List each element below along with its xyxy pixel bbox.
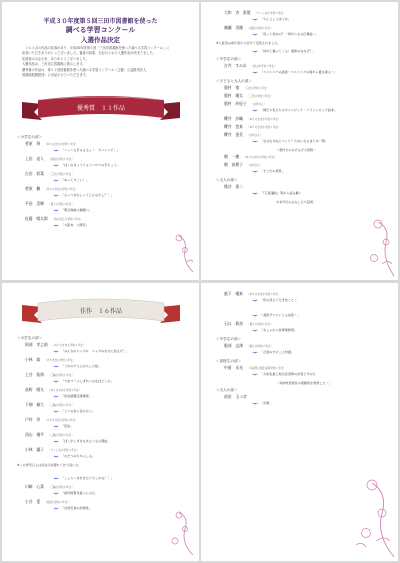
section-heading: ＜小学生の部＞ — [17, 135, 43, 139]
bird-icon — [252, 71, 258, 74]
entrant-grade: （ゆりのき台小学校１年生） — [246, 126, 281, 129]
entrant-name — [224, 154, 277, 160]
entrant-grade: （お母さん） — [250, 103, 267, 106]
entrant-grade: （三田小学校２年生） — [47, 173, 74, 176]
entrant-grade: （けやき台小学校１年生） — [44, 359, 76, 362]
bird-icon — [252, 50, 258, 53]
entrant-name-text: 小林 楽 — [25, 357, 41, 362]
header-line-2: 調べる学習コンクール — [65, 26, 136, 34]
work-title-text: 「明石海峡大橋調べ」 — [61, 208, 92, 212]
bird-icon — [53, 224, 59, 227]
entrant-name-text: 奥村 颯太 — [224, 93, 243, 98]
entrant-name-text: 佐藤 晴太郎 — [25, 216, 48, 221]
page-bottom-left — [2, 283, 199, 561]
work-title-text: 〜美術ずつというる決着〜」 — [260, 313, 301, 317]
entrant-name-text: 西山 颯平 — [25, 432, 44, 437]
bird-icon — [252, 351, 258, 354]
entrant-name-text: 櫻井 沙織 — [224, 116, 243, 121]
work-title-text: 「大阪弁 大研究」 — [61, 223, 89, 227]
entrant-name-text: 櫻井 恵美 — [224, 132, 243, 137]
entrant-name-text: 庭下 颯真 — [224, 291, 243, 296]
list-item — [216, 184, 316, 199]
list-item — [216, 124, 316, 132]
list-item — [216, 101, 338, 116]
entrant-grade: （ゆりのき台小学校６年生） — [246, 293, 281, 296]
header-line-1: 平成３０年度第５回三田市図書館を使った — [43, 18, 158, 25]
entrant-name-text: 上田 直人 — [25, 156, 44, 161]
note: 〜豊祥夫のなぞなぞ大冒険〜 — [276, 148, 317, 152]
entrant-grade: （つくし台小学校５年生） — [254, 12, 286, 15]
section-heading: ＜中学生の部＞ — [216, 337, 242, 341]
list-item — [17, 216, 89, 231]
section-heading: ＜中学生の部＞ — [216, 57, 242, 61]
bird-icon — [53, 395, 59, 398]
list-item — [216, 162, 316, 177]
work-title-text: 「ちんじょうほうめ」 — [260, 17, 291, 21]
continued-list — [216, 291, 332, 409]
bird-icon — [53, 164, 59, 167]
entrant-grade: （長坂小学校６年生） — [246, 27, 273, 30]
work-title-text: 「昆虫図鑑宝庫調査」 — [61, 394, 92, 398]
bird-icon — [53, 507, 59, 510]
work-title — [252, 16, 291, 21]
work-title-text: 「音って何なの？〜骨からなる伝導話〜」 — [260, 32, 319, 36]
entrant-grade: （狭山中学校３年生） — [250, 65, 277, 68]
ribbon-good-label: 佳作 １６作品 — [79, 308, 122, 315]
entrant-grade: （兵庫県立相生高等学校１年生） — [246, 367, 286, 370]
work-title — [53, 162, 120, 167]
entrant-name-text: 小谷 愛 — [25, 499, 41, 504]
ribbon-excellent-label: 優秀賞 １１作品 — [76, 105, 125, 112]
entrant-name-text: 櫻井 悠真 — [224, 124, 243, 129]
work-title — [252, 297, 297, 302]
work-title — [53, 177, 89, 182]
entrant-grade: （三田小学校１年生） — [243, 87, 270, 90]
work-title-text: 「みんなのシンボル ニャタのなぜに迫るぞ！」 — [61, 349, 129, 353]
entrant-grade: （三輪小学校６年生） — [47, 486, 74, 489]
work-title — [53, 393, 92, 398]
list-item — [216, 321, 332, 336]
list-item — [216, 365, 332, 380]
entrant-grade: （長坂小学校６年生） — [44, 501, 71, 504]
bird-icon — [53, 365, 59, 368]
work-title-text: 「なぜなぜなにつくり？ためになるまとめ一冊」 — [260, 139, 328, 143]
entrant-name-text: 廣瀬 美穂 — [224, 25, 243, 30]
list-item — [17, 417, 81, 432]
list-item — [216, 25, 319, 40]
entrant-grade: （ゆりのき台小学校１年生） — [44, 143, 78, 146]
bird-icon — [53, 410, 59, 413]
work-title-text: 「そうだの発見」 — [260, 169, 285, 173]
work-title-text: 「ねってすごい！」 — [61, 178, 89, 182]
list-item — [17, 186, 114, 201]
bird-icon — [53, 425, 59, 428]
bird-icon — [53, 455, 59, 458]
entrant-grade: （お母さん） — [246, 134, 263, 137]
work-title — [252, 168, 285, 173]
work-title — [252, 400, 272, 405]
page-bottom-right — [201, 283, 398, 561]
entrant-grade: （三輪小学校４年生） — [47, 434, 74, 437]
work-title — [53, 505, 92, 510]
list-item — [17, 447, 96, 462]
bird-icon — [252, 192, 258, 195]
entrant-name-text: 小林 優子 — [25, 447, 44, 452]
entrant-name-text: 川崎 心菜 — [25, 484, 44, 489]
list-item — [216, 394, 332, 409]
work-title — [252, 48, 316, 53]
entrant-grade: （お母さん） — [246, 164, 263, 167]
work-title — [252, 107, 337, 112]
entrant-name — [224, 394, 251, 400]
elementary-list — [17, 335, 129, 514]
work-title — [252, 138, 328, 143]
work-title-text: 「うわのチリんおもしろ絵」 — [61, 364, 102, 368]
work-title-text: 「わたつのちからしる」 — [61, 454, 96, 458]
entrant-name-text: 上谷 拓翔 — [25, 372, 44, 377]
list-item — [216, 10, 316, 25]
work-title-text: 「色の見えて行き色ことこ — [260, 298, 298, 302]
work-title — [53, 438, 111, 443]
work-title — [252, 31, 319, 36]
entrant-name-text: 古田 彩菜 — [25, 171, 44, 176]
work-title-text: 「『広島藩誌』等から読み解く — [260, 191, 302, 195]
entrant-name-text: 阿部 幸之助 — [25, 342, 48, 347]
work-title-text: 「昆虫」 — [61, 424, 74, 428]
list-item — [216, 116, 316, 124]
work-title — [53, 192, 114, 197]
entrant-name-text: 平田 美輝 — [25, 201, 44, 206]
list-item — [17, 357, 102, 372]
work-title-text: 「ぐっぐるぎゅるるぅ〜 カメレンジ！」 — [61, 148, 120, 152]
list-item — [17, 372, 114, 387]
entrant-grade: （長坂小学校１年生） — [47, 158, 74, 161]
list-item — [216, 291, 332, 306]
entrant-name-text: 石口 莉奈 — [224, 321, 243, 326]
flower-ornament-icon — [336, 479, 396, 559]
work-title — [53, 408, 95, 413]
entrant-grade: （弥生が丘小学校４年生） — [51, 218, 83, 221]
section-heading: ＜小学生の部＞ — [17, 336, 43, 340]
note: 木本平位のはなしたち起源」 — [276, 200, 317, 204]
bird-icon — [53, 440, 59, 443]
entrant-grade: （富士小学校４年生） — [47, 203, 74, 206]
entrant-grade: （ゆりのき台小学校４年生） — [246, 118, 281, 121]
flower-ornament-icon — [161, 511, 195, 557]
work-title — [252, 312, 300, 317]
work-title — [53, 207, 92, 212]
bird-icon — [252, 299, 258, 302]
bird-icon — [252, 314, 258, 317]
entrant-name-text: 菅原 葵 — [25, 141, 41, 146]
entrant-name-text: 熊谷 恵二 — [224, 184, 243, 189]
elementary-list — [17, 134, 120, 231]
entrant-name — [25, 469, 29, 474]
work-title-text: 「玄関」 — [260, 401, 273, 405]
entrant-name — [224, 306, 228, 311]
work-title-text: 「初めて鶏ってくる！最新のななぞ？」 — [260, 49, 316, 53]
note: 〜具体物書歴者の視観察を教教した〜」 — [276, 381, 332, 385]
bird-icon — [53, 350, 59, 353]
work-title-text: 「ぼくがしぎきなあたくなる理由」 — [61, 439, 111, 443]
entrant-name-text: 前田 玉つぎ — [224, 394, 247, 399]
entrant-name-text: 朝 真理子 — [224, 162, 243, 167]
bird-icon — [252, 329, 258, 332]
entrant-grade: （ゆりのき台小学校３年生） — [44, 188, 78, 191]
section-heading: ＜大人の部＞ — [216, 388, 238, 392]
work-title-text: 「祖母遊覧先祖っにみた」 — [61, 491, 99, 495]
list-item — [216, 93, 316, 101]
work-title-text: 「ぼくのきょうりゅうコロナの手ちょう」 — [61, 163, 120, 167]
bird-icon — [53, 492, 59, 495]
work-title — [53, 453, 95, 458]
entrant-name — [224, 85, 269, 91]
list-item — [17, 171, 89, 186]
entrant-name-text: 大和 杏 彩葉 — [224, 10, 251, 15]
bird-icon — [53, 380, 59, 383]
work-title — [53, 423, 73, 428]
flower-ornament-icon — [165, 234, 195, 274]
work-title — [53, 363, 101, 368]
entrant-grade: （三輪小学校１年生） — [47, 374, 74, 377]
section-heading: ＜子どもと大人の部＞ — [216, 79, 252, 83]
entrant-grade: （三田小学校３年生） — [246, 95, 273, 98]
entrant-name-text: 奥村 竜 — [224, 85, 240, 90]
note: ※ノの男児以上は昆虫以前優れて計で追いた。 — [17, 463, 82, 467]
list-item — [17, 499, 92, 514]
list-item — [17, 432, 111, 447]
work-title — [53, 147, 120, 152]
work-title-text: 「ヒミの家に住みたい」 — [61, 409, 96, 413]
entrant-name — [224, 116, 281, 122]
list-item — [17, 387, 92, 402]
bird-icon — [53, 194, 59, 197]
list-item — [216, 85, 316, 93]
list-item — [17, 402, 96, 417]
bird-icon — [53, 149, 59, 152]
entrant-grade: （つくし台小学校５年生） — [47, 449, 80, 452]
entrant-name-text: 朝 一穂 — [224, 154, 240, 159]
list-item — [216, 343, 332, 358]
work-title — [252, 190, 302, 195]
work-title — [53, 348, 129, 353]
entrant-name-text: 戸村 昂 — [25, 417, 41, 422]
entrant-grade: （三輪小学校２年生） — [47, 404, 74, 407]
list-item — [17, 342, 129, 357]
continued-list — [216, 10, 338, 206]
entrant-grade: （富士小学校６年生） — [246, 323, 273, 326]
bird-icon — [252, 402, 258, 405]
list-item — [17, 141, 120, 156]
bird-icon — [252, 18, 258, 21]
entrant-name — [224, 124, 281, 130]
flower-ornament-icon — [352, 218, 396, 278]
bird-icon — [53, 477, 59, 480]
work-title-text: 「自然災害の危険性」 — [61, 506, 92, 510]
bird-icon — [252, 373, 258, 376]
work-title — [53, 378, 114, 383]
work-title-text: 「僕たち私たちのオリンピック・パラリンピック読本」 — [260, 108, 338, 112]
entrant-name-text: 菅原 楓 — [25, 186, 41, 191]
list-item — [17, 469, 114, 484]
note: ※入賞者は前年度から続けて受賞されました。 — [216, 41, 281, 45]
work-title-text: 「大和乱豪上地元武者界の武者とすのた — [260, 372, 316, 376]
work-title — [252, 327, 297, 332]
bird-icon — [252, 170, 258, 173]
list-item — [216, 306, 332, 321]
entrant-name-text: 中道 永光 — [224, 365, 243, 370]
ribbon-excellent — [20, 94, 182, 124]
entrant-name-text: 服部 志澤 — [224, 343, 243, 348]
entrant-grade: （ゆりのき台小学校１年生） — [51, 344, 86, 347]
list-item — [17, 156, 120, 171]
work-title — [53, 490, 98, 495]
list-item — [216, 47, 316, 56]
entrant-name — [224, 184, 247, 190]
section-heading: ＜大人の部＞ — [216, 178, 238, 182]
bird-icon — [252, 140, 258, 143]
entrant-grade: （ゆりのき台小学校３年生） — [243, 156, 277, 159]
bird-icon — [252, 109, 258, 112]
work-title — [53, 222, 89, 227]
bird-icon — [53, 179, 59, 182]
entrant-name-text: 奥村 紗紀子 — [224, 101, 247, 106]
work-title-text: 「合金のすそこ人材面」 — [260, 350, 295, 354]
entrant-name-text: 高野 陽太 — [25, 387, 44, 392]
entrant-grade: （ゆりのき台小学校２年生） — [47, 389, 82, 392]
page-top-right — [201, 2, 398, 280]
section-heading: ＜高校生の部＞ — [216, 359, 242, 363]
entrant-name-text: 下畑 雄大 — [25, 402, 44, 407]
list-item — [17, 201, 92, 216]
work-title-text: 「ひっつきむしってどんなむし？！」 — [61, 193, 114, 197]
bird-icon — [53, 209, 59, 212]
work-title-text: 「おしゃれ人材事業教規」 — [260, 328, 298, 332]
entrant-grade: （すずかけ台小学校３年生） — [44, 419, 78, 422]
list-item — [17, 484, 99, 499]
page-top-left — [2, 2, 199, 280]
work-title — [252, 349, 294, 354]
list-item — [216, 63, 338, 78]
work-title-text: 「つまづ〜ぷしぎれいはなほどころ」 — [61, 379, 114, 383]
work-title-text: 「こしらへきれをたりもしれな！！」 — [61, 476, 114, 480]
work-title — [252, 69, 337, 74]
list-item — [216, 154, 316, 162]
entrant-grade: （富士中学校２年生） — [246, 345, 273, 348]
work-title — [252, 371, 316, 376]
intro-text: ３６３点の作品の応募があり、平成30年度第５回「三田市図書館を使った調べる学習コンクール」に 応募いただきありがとうございました。審査の結果、右記のとおり入選作品が決まりました。 応募者のみなさま、ありがとうございました。 入選作品は、三田市立図書館に展示します。 優秀賞の作品は、第２２回図書館を使った調べる学習コンクール（主催：公益財団法人 図書館振興財団）に出品させていただきます。 — [22, 46, 170, 78]
header-line-3: 入選作品決定 — [81, 36, 120, 44]
entrant-name — [224, 93, 273, 99]
work-title — [53, 475, 114, 480]
work-title-text: 「エストニアの美術〜エストニアの春から夏を探る〜」 — [260, 70, 338, 74]
list-item — [216, 132, 328, 147]
entrant-name-text: 吉井 すみれ — [224, 63, 247, 68]
bird-icon — [252, 33, 258, 36]
ribbon-good — [20, 297, 182, 327]
